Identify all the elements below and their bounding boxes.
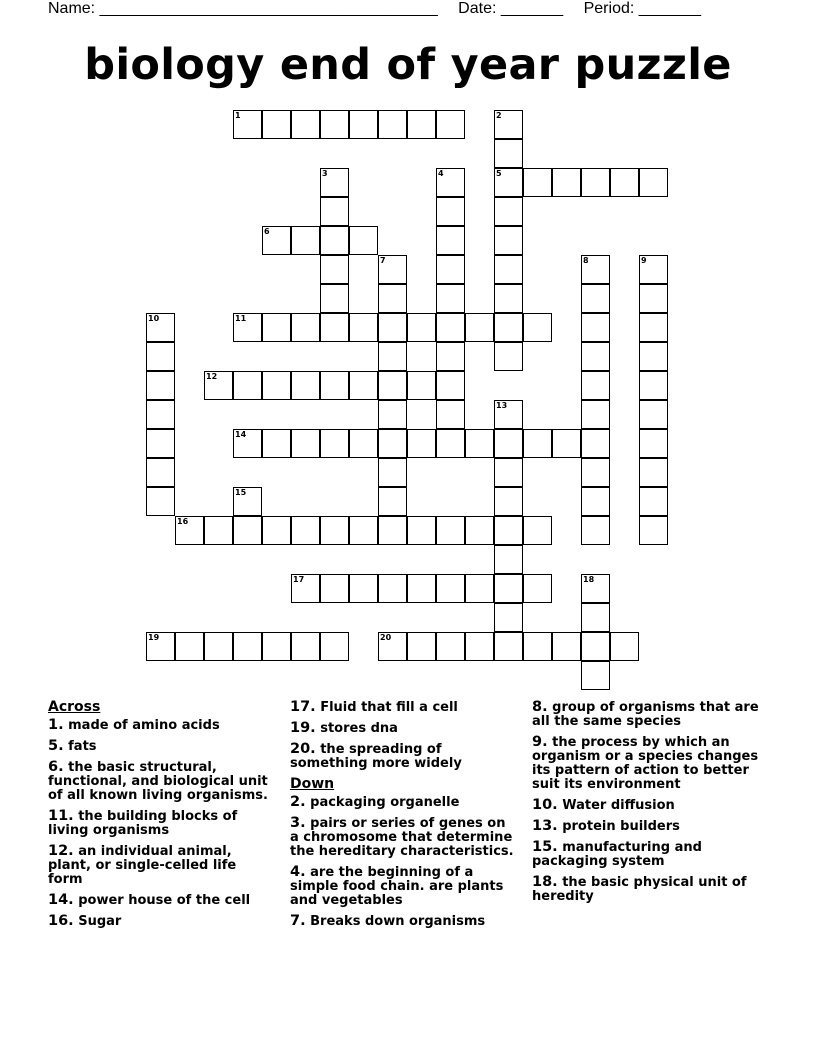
cell-number: 13 — [496, 401, 508, 410]
grid-cell[interactable] — [436, 400, 465, 429]
grid-cell[interactable] — [494, 429, 523, 458]
grid-cell[interactable] — [552, 632, 581, 661]
grid-cell[interactable] — [639, 487, 668, 516]
grid-cell[interactable] — [320, 168, 349, 197]
cell-number: 16 — [177, 517, 189, 526]
grid-cell[interactable] — [262, 313, 291, 342]
cell-number: 9 — [641, 256, 647, 265]
period-field[interactable]: Period: _______ — [583, 0, 702, 17]
grid-cell[interactable] — [581, 313, 610, 342]
grid-cell[interactable] — [175, 632, 204, 661]
grid-cell[interactable] — [436, 284, 465, 313]
grid-cell[interactable] — [494, 487, 523, 516]
grid-cell[interactable] — [639, 400, 668, 429]
clue-text: are the beginning of a simple food chain. are plants and vegetables — [290, 865, 504, 908]
grid-cell[interactable] — [233, 429, 262, 458]
cell-number: 12 — [206, 372, 218, 381]
grid-cell[interactable] — [349, 110, 378, 139]
grid-cell[interactable] — [581, 371, 610, 400]
grid-cell[interactable] — [494, 603, 523, 632]
clue-text: stores dna — [320, 721, 398, 736]
grid-cell[interactable] — [378, 458, 407, 487]
grid-cell[interactable] — [581, 487, 610, 516]
clue-text: the basic structural, functional, and biological unit of all known living organisms. — [48, 760, 268, 803]
grid-cell[interactable] — [465, 516, 494, 545]
grid-cell[interactable] — [610, 168, 639, 197]
grid-cell[interactable] — [262, 110, 291, 139]
grid-cell[interactable] — [436, 516, 465, 545]
grid-cell[interactable] — [291, 226, 320, 255]
clue-text: Water diffusion — [562, 798, 675, 813]
grid-cell[interactable] — [639, 458, 668, 487]
clue-number: 10. — [532, 797, 558, 813]
grid-cell[interactable] — [262, 632, 291, 661]
grid-cell[interactable] — [407, 632, 436, 661]
grid-cell[interactable] — [378, 342, 407, 371]
cell-number: 20 — [380, 633, 392, 642]
clue-across-17 — [290, 700, 515, 715]
grid-cell[interactable] — [320, 255, 349, 284]
clue-number: 7. — [290, 913, 306, 929]
clue-text: packaging organelle — [310, 795, 460, 810]
clue-across-5 — [48, 739, 273, 754]
cell-number: 8 — [583, 256, 589, 265]
grid-cell[interactable] — [494, 545, 523, 574]
grid-cell[interactable] — [639, 168, 668, 197]
clue-number: 20. — [290, 741, 316, 757]
cell-number: 6 — [264, 227, 270, 236]
grid-cell[interactable] — [320, 284, 349, 313]
cell-number: 5 — [496, 169, 502, 178]
grid-cell[interactable] — [204, 516, 233, 545]
grid-cell[interactable] — [146, 632, 175, 661]
grid-cell[interactable] — [349, 516, 378, 545]
grid-cell[interactable] — [175, 516, 204, 545]
grid-cell[interactable] — [320, 429, 349, 458]
grid-cell[interactable] — [262, 429, 291, 458]
grid-cell[interactable] — [407, 371, 436, 400]
grid-cell[interactable] — [436, 168, 465, 197]
grid-cell[interactable] — [407, 574, 436, 603]
grid-cell[interactable] — [581, 603, 610, 632]
grid-cell[interactable] — [407, 110, 436, 139]
grid-cell[interactable] — [639, 284, 668, 313]
grid-cell[interactable] — [494, 197, 523, 226]
clue-down-4 — [290, 865, 515, 908]
clue-number: 14. — [48, 892, 74, 908]
clue-text: an individual animal, plant, or single-celled life form — [48, 844, 237, 887]
grid-cell[interactable] — [233, 632, 262, 661]
grid-cell[interactable] — [378, 371, 407, 400]
down-heading: Down — [290, 776, 335, 792]
grid-cell[interactable] — [494, 284, 523, 313]
grid-cell[interactable] — [291, 371, 320, 400]
grid-cell[interactable] — [349, 313, 378, 342]
clue-number: 15. — [532, 839, 558, 855]
clue-across-20 — [290, 742, 515, 771]
clue-text: power house of the cell — [78, 893, 251, 908]
grid-cell[interactable] — [523, 574, 552, 603]
clue-number: 2. — [290, 794, 306, 810]
grid-cell[interactable] — [146, 429, 175, 458]
grid-cell[interactable] — [639, 342, 668, 371]
grid-cell[interactable] — [494, 168, 523, 197]
cell-number: 14 — [235, 430, 247, 439]
grid-cell[interactable] — [291, 110, 320, 139]
grid-cell[interactable] — [581, 661, 610, 690]
grid-cell[interactable] — [494, 632, 523, 661]
clue-text: Sugar — [78, 914, 122, 929]
grid-cell[interactable] — [581, 574, 610, 603]
grid-cell[interactable] — [378, 487, 407, 516]
grid-cell[interactable] — [146, 400, 175, 429]
clue-down-8 — [532, 700, 768, 729]
clue-number: 18. — [532, 874, 558, 890]
grid-cell[interactable] — [494, 342, 523, 371]
grid-cell[interactable] — [407, 429, 436, 458]
clue-across-6 — [48, 760, 273, 803]
clue-across-1 — [48, 718, 273, 733]
grid-cell[interactable] — [378, 429, 407, 458]
cell-number: 11 — [235, 314, 247, 323]
grid-cell[interactable] — [146, 342, 175, 371]
clue-number: 8. — [532, 699, 548, 715]
clue-across-11 — [48, 809, 273, 838]
clue-down-15 — [532, 840, 768, 869]
grid-cell[interactable] — [610, 632, 639, 661]
grid-cell[interactable] — [349, 371, 378, 400]
grid-cell[interactable] — [436, 429, 465, 458]
grid-cell[interactable] — [204, 632, 233, 661]
grid-cell[interactable] — [378, 516, 407, 545]
grid-cell[interactable] — [436, 197, 465, 226]
grid-cell[interactable] — [146, 313, 175, 342]
grid-cell[interactable] — [494, 516, 523, 545]
grid-cell[interactable] — [262, 516, 291, 545]
clue-text: Fluid that fill a cell — [320, 700, 458, 715]
clue-down-18 — [532, 875, 768, 904]
grid-cell[interactable] — [349, 574, 378, 603]
grid-cell[interactable] — [494, 313, 523, 342]
clue-text: protein builders — [562, 819, 680, 834]
clue-text: the basic physical unit of heredity — [532, 875, 747, 904]
cell-number: 17 — [293, 575, 305, 584]
cell-number: 7 — [380, 256, 386, 265]
grid-cell[interactable] — [523, 632, 552, 661]
grid-cell[interactable] — [639, 516, 668, 545]
grid-cell[interactable] — [436, 342, 465, 371]
grid-cell[interactable] — [581, 429, 610, 458]
grid-cell[interactable] — [523, 516, 552, 545]
grid-cell[interactable] — [378, 110, 407, 139]
grid-cell[interactable] — [233, 371, 262, 400]
clue-across-19 — [290, 721, 515, 736]
grid-cell[interactable] — [581, 458, 610, 487]
grid-cell[interactable] — [436, 371, 465, 400]
grid-cell[interactable] — [465, 429, 494, 458]
grid-cell[interactable] — [233, 313, 262, 342]
grid-cell[interactable] — [378, 313, 407, 342]
grid-cell[interactable] — [581, 632, 610, 661]
grid-cell[interactable] — [233, 110, 262, 139]
date-field[interactable]: Date: _______ — [458, 0, 564, 17]
grid-cell[interactable] — [494, 226, 523, 255]
grid-cell[interactable] — [349, 429, 378, 458]
cell-number: 4 — [438, 169, 444, 178]
clue-number: 17. — [290, 699, 316, 715]
cell-number: 1 — [235, 111, 241, 120]
clues-column-3 — [532, 700, 768, 910]
grid-cell[interactable] — [146, 458, 175, 487]
grid-cell[interactable] — [639, 371, 668, 400]
clue-across-14 — [48, 893, 273, 908]
grid-cell[interactable] — [494, 574, 523, 603]
grid-cell[interactable] — [465, 574, 494, 603]
cell-number: 18 — [583, 575, 595, 584]
clue-down-10 — [532, 798, 768, 813]
clue-down-9 — [532, 735, 768, 792]
grid-cell[interactable] — [581, 255, 610, 284]
grid-cell[interactable] — [523, 313, 552, 342]
grid-cell[interactable] — [204, 371, 233, 400]
clue-text: pairs or series of genes on a chromosome that determine the hereditary characteristics. — [290, 816, 514, 859]
grid-cell[interactable] — [581, 284, 610, 313]
grid-cell[interactable] — [320, 313, 349, 342]
clue-number: 6. — [48, 759, 64, 775]
grid-cell[interactable] — [494, 400, 523, 429]
clue-number: 16. — [48, 913, 74, 929]
grid-cell[interactable] — [233, 487, 262, 516]
grid-cell[interactable] — [552, 429, 581, 458]
grid-cell[interactable] — [639, 255, 668, 284]
grid-cell[interactable] — [378, 255, 407, 284]
grid-cell[interactable] — [436, 255, 465, 284]
grid-cell[interactable] — [349, 226, 378, 255]
clue-across-12 — [48, 844, 273, 887]
clue-number: 13. — [532, 818, 558, 834]
grid-cell[interactable] — [494, 110, 523, 139]
grid-cell[interactable] — [436, 574, 465, 603]
grid-cell[interactable] — [378, 574, 407, 603]
clue-number: 4. — [290, 864, 306, 880]
grid-cell[interactable] — [262, 226, 291, 255]
grid-cell[interactable] — [291, 313, 320, 342]
puzzle-title: biology end of year puzzle — [84, 40, 732, 90]
grid-cell[interactable] — [291, 516, 320, 545]
grid-cell[interactable] — [581, 168, 610, 197]
grid-cell[interactable] — [465, 632, 494, 661]
clue-across-16 — [48, 914, 273, 929]
grid-cell[interactable] — [146, 371, 175, 400]
clue-down-3 — [290, 816, 515, 859]
grid-cell[interactable] — [407, 516, 436, 545]
clue-text: the building blocks of living organisms — [48, 809, 238, 838]
clue-text: the spreading of something more widely — [290, 742, 462, 771]
grid-cell[interactable] — [639, 429, 668, 458]
clue-number: 3. — [290, 815, 306, 831]
grid-cell[interactable] — [581, 400, 610, 429]
cell-number: 19 — [148, 633, 160, 642]
grid-cell[interactable] — [552, 168, 581, 197]
grid-cell[interactable] — [233, 516, 262, 545]
clue-text: Breaks down organisms — [310, 914, 486, 929]
name-field[interactable]: Name: ______________________________________ — [48, 0, 438, 17]
grid-cell[interactable] — [320, 632, 349, 661]
clue-text: manufacturing and packaging system — [532, 840, 702, 869]
clue-number: 5. — [48, 738, 64, 754]
clue-text: group of organisms that are all the same species — [532, 700, 759, 729]
clue-number: 1. — [48, 717, 64, 733]
grid-cell[interactable] — [494, 255, 523, 284]
grid-cell[interactable] — [320, 226, 349, 255]
grid-cell[interactable] — [436, 226, 465, 255]
clues-column-1 — [48, 700, 273, 935]
clue-number: 11. — [48, 808, 74, 824]
grid-cell[interactable] — [320, 197, 349, 226]
grid-cell[interactable] — [523, 168, 552, 197]
clue-number: 19. — [290, 720, 316, 736]
grid-cell[interactable] — [320, 574, 349, 603]
grid-cell[interactable] — [320, 110, 349, 139]
cell-number: 15 — [235, 488, 247, 497]
clue-number: 9. — [532, 734, 548, 750]
grid-cell[interactable] — [436, 632, 465, 661]
grid-cell[interactable] — [291, 632, 320, 661]
grid-cell[interactable] — [320, 516, 349, 545]
grid-cell[interactable] — [494, 139, 523, 168]
grid-cell[interactable] — [494, 458, 523, 487]
grid-cell[interactable] — [291, 429, 320, 458]
cell-number: 3 — [322, 169, 328, 178]
grid-cell[interactable] — [378, 400, 407, 429]
clue-text: made of amino acids — [68, 718, 220, 733]
clues-column-2 — [290, 700, 515, 935]
grid-cell[interactable] — [465, 313, 494, 342]
grid-cell[interactable] — [523, 429, 552, 458]
grid-cell[interactable] — [581, 516, 610, 545]
clue-down-13 — [532, 819, 768, 834]
cell-number: 2 — [496, 111, 502, 120]
clue-text: the process by which an organism or a species changes its pattern of action to better suit its environment — [532, 735, 759, 792]
clue-number: 12. — [48, 843, 74, 859]
grid-cell[interactable] — [146, 487, 175, 516]
grid-cell[interactable] — [378, 632, 407, 661]
cell-number: 10 — [148, 314, 160, 323]
grid-cell[interactable] — [291, 574, 320, 603]
grid-cell[interactable] — [407, 313, 436, 342]
grid-cell[interactable] — [581, 342, 610, 371]
grid-cell[interactable] — [262, 371, 291, 400]
grid-cell[interactable] — [378, 284, 407, 313]
grid-cell[interactable] — [436, 110, 465, 139]
grid-cell[interactable] — [639, 313, 668, 342]
grid-cell[interactable] — [320, 371, 349, 400]
clue-down-7 — [290, 914, 515, 929]
clue-text: fats — [68, 739, 97, 754]
grid-cell[interactable] — [436, 313, 465, 342]
across-heading: Across — [48, 699, 101, 715]
clue-down-2 — [290, 795, 515, 810]
